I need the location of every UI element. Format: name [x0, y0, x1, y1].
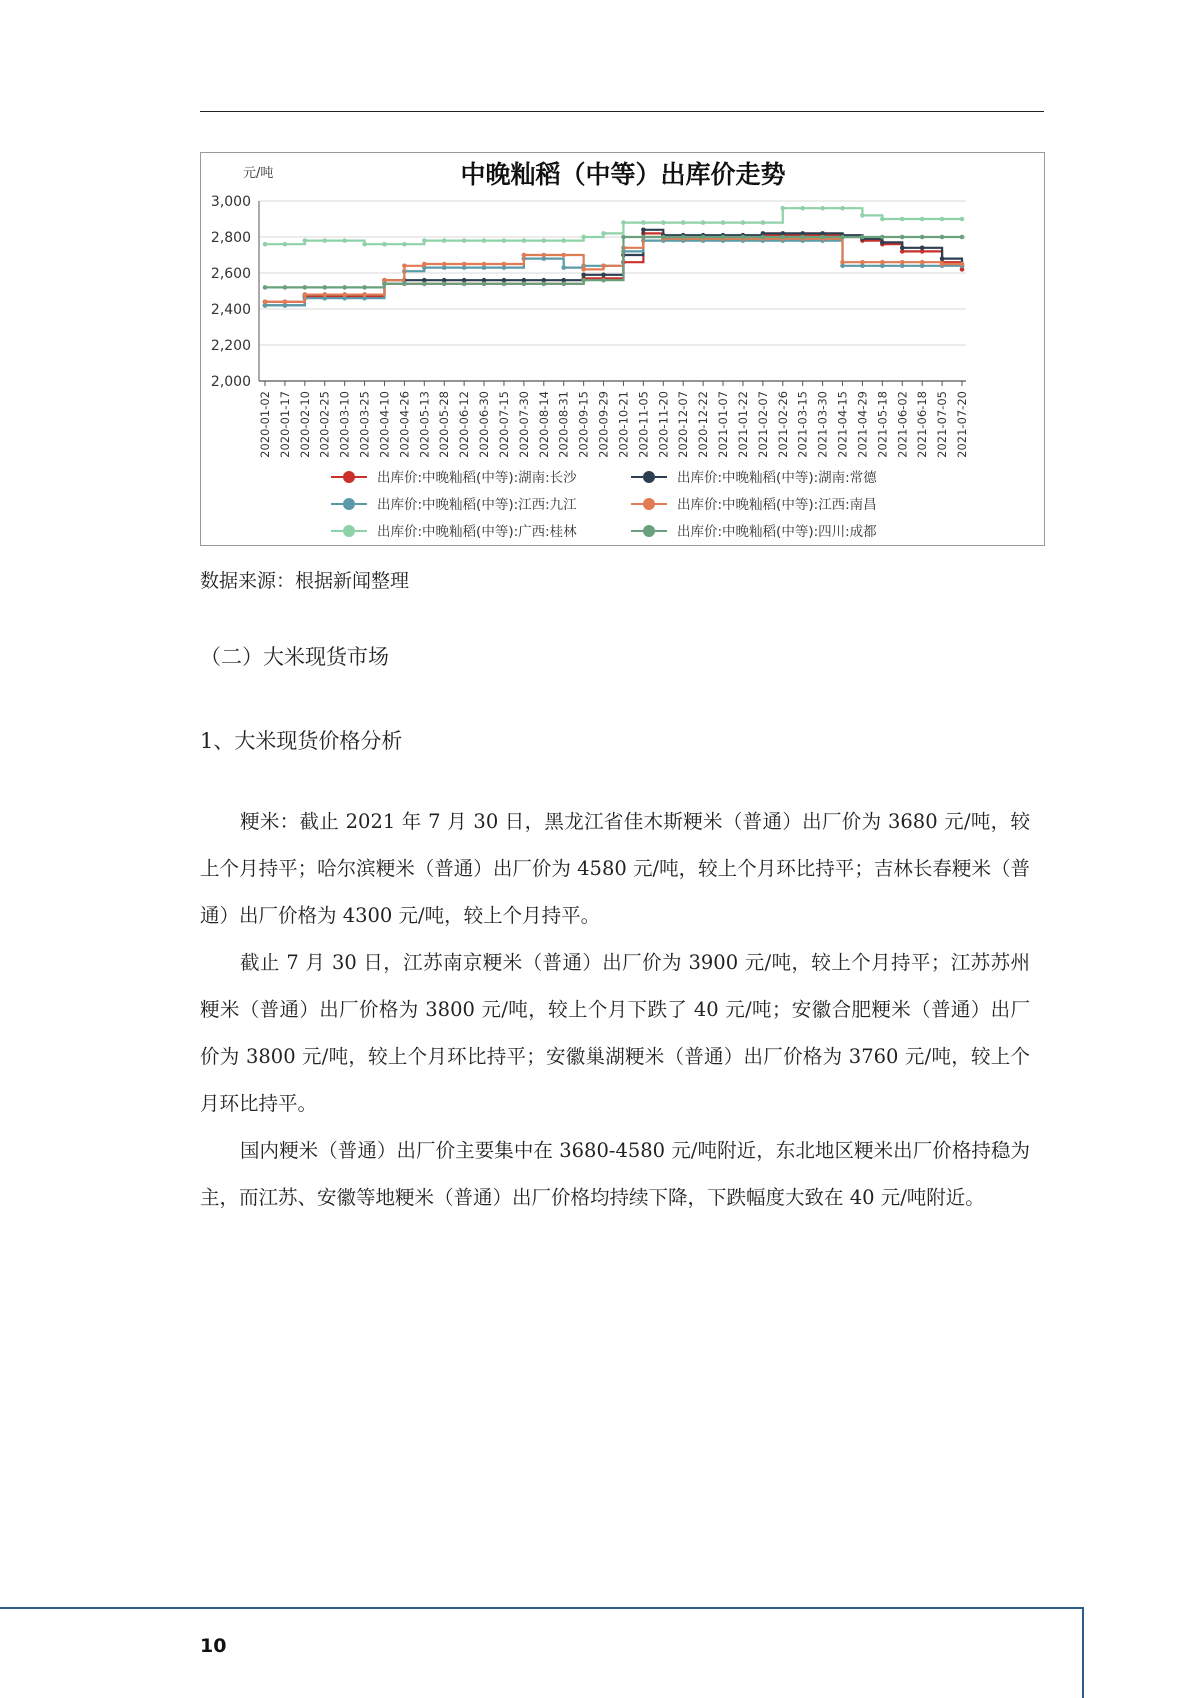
series-point: [442, 238, 447, 243]
series-point: [561, 238, 566, 243]
series-point: [880, 235, 885, 240]
series-point: [840, 260, 845, 265]
series-point: [701, 220, 706, 225]
series-point: [721, 220, 726, 225]
chart-svg: [201, 153, 1046, 547]
legend-label: 出库价:中晚籼稻(中等):湖南:常德: [677, 470, 877, 486]
series-point: [780, 235, 785, 240]
x-tick-label: 2020-05-28: [437, 391, 452, 458]
series-point: [900, 246, 905, 251]
x-tick-label: 2020-02-25: [317, 391, 332, 458]
series-point: [362, 285, 367, 290]
series-point: [741, 220, 746, 225]
y-axis-unit: 元/吨: [243, 166, 274, 181]
series-lines: [263, 206, 965, 308]
legend-marker: [643, 525, 655, 537]
series-point: [502, 282, 507, 287]
x-tick-label: 2020-09-29: [596, 391, 611, 458]
series-point: [621, 235, 626, 240]
series-point: [940, 235, 945, 240]
y-tick-label: 2,000: [210, 374, 251, 390]
series-point: [920, 260, 925, 265]
series-point: [940, 256, 945, 261]
paragraph: 国内粳米（普通）出厂价主要集中在 3680-4580 元/吨附近，东北地区粳米出厂价格持稳为主，而江苏、安徽等地粳米（普通）出厂价格均持续下降，下跌幅度大致在 40 元/吨附近。: [200, 1139, 1030, 1209]
series-point: [721, 235, 726, 240]
series-point: [263, 242, 268, 247]
series-point: [800, 206, 805, 211]
series-point: [920, 235, 925, 240]
series-point: [522, 238, 527, 243]
legend-marker: [643, 498, 655, 510]
x-tick-label: 2021-04-15: [835, 391, 850, 458]
series-point: [482, 262, 487, 267]
x-tick-label: 2020-06-30: [477, 391, 492, 458]
series-point: [263, 285, 268, 290]
series-point: [442, 262, 447, 267]
series-point: [820, 206, 825, 211]
y-tick-label: 2,600: [210, 266, 251, 282]
x-tick-label: 2020-01-17: [277, 391, 292, 458]
series-point: [542, 253, 547, 258]
series-point: [422, 282, 427, 287]
x-tick-label: 2021-01-07: [716, 391, 731, 458]
x-tick-label: 2020-09-15: [576, 391, 591, 458]
series-point: [661, 235, 666, 240]
series-point: [322, 238, 327, 243]
series-point: [561, 265, 566, 270]
page-number: 10: [200, 1635, 227, 1657]
series-point: [283, 300, 288, 305]
footer-rule: [0, 1607, 1084, 1609]
series-point: [960, 235, 965, 240]
x-tick-label: 2021-02-07: [755, 391, 770, 458]
x-tick-label: 2021-06-02: [895, 391, 910, 458]
header-rule: [200, 111, 1044, 112]
series-point: [800, 235, 805, 240]
y-tick-label: 3,000: [210, 194, 251, 210]
series-point: [522, 282, 527, 287]
series-point: [382, 242, 387, 247]
series-point: [880, 260, 885, 265]
x-axis-ticks: [258, 381, 969, 458]
series-point: [362, 292, 367, 297]
series-point: [303, 285, 308, 290]
series-point: [482, 238, 487, 243]
x-tick-label: 2021-03-15: [795, 391, 810, 458]
x-tick-label: 2020-05-13: [417, 391, 432, 458]
series-point: [601, 278, 606, 283]
series-point: [701, 235, 706, 240]
legend-marker: [343, 498, 355, 510]
series-point: [561, 282, 566, 287]
x-tick-label: 2021-07-20: [955, 391, 969, 458]
series-point: [601, 231, 606, 236]
legend-marker: [343, 525, 355, 537]
series-point: [502, 262, 507, 267]
series-point: [581, 267, 586, 272]
series-point: [920, 246, 925, 251]
series-point: [342, 285, 347, 290]
body-text: [200, 798, 1030, 1221]
data-source-note: 数据来源：根据新闻整理: [200, 570, 410, 592]
series-point: [860, 213, 865, 218]
series-point: [482, 282, 487, 287]
series-point: [880, 240, 885, 245]
series-point: [960, 262, 965, 267]
series-point: [322, 292, 327, 297]
x-tick-label: 2021-02-26: [775, 391, 790, 458]
legend-marker: [643, 471, 655, 483]
legend-label: 出库价:中晚籼稻(中等):湖南:长沙: [377, 470, 577, 486]
x-tick-label: 2020-01-02: [258, 391, 272, 458]
series-point: [741, 235, 746, 240]
series-point: [840, 206, 845, 211]
legend: [331, 469, 877, 540]
chart-title: 中晚籼稻（中等）出库价走势: [460, 160, 786, 189]
paragraph: 粳米：截止 2021 年 7 月 30 日，黑龙江省佳木斯粳米（普通）出厂价为 3680 元/吨，较上个月持平；哈尔滨粳米（普通）出厂价为 4580 元/吨，较上个月环比持平；吉林长春粳米（普通）出厂价格为 4300 元/吨，较上个月持平。: [200, 810, 1030, 927]
series-point: [462, 238, 467, 243]
series-point: [263, 300, 268, 305]
series-point: [681, 235, 686, 240]
price-trend-chart: [200, 152, 1045, 546]
series-point: [303, 238, 308, 243]
series-point: [880, 217, 885, 222]
x-tick-label: 2020-12-07: [676, 391, 691, 458]
series-point: [761, 220, 766, 225]
x-tick-label: 2020-08-14: [536, 391, 551, 458]
y-tick-label: 2,200: [210, 338, 251, 354]
series-point: [283, 285, 288, 290]
series-point: [522, 253, 527, 258]
section-heading: （二）大米现货市场: [200, 645, 389, 669]
series-point: [542, 238, 547, 243]
series-point: [641, 235, 646, 240]
series-point: [462, 282, 467, 287]
y-axis-ticks: [211, 194, 251, 390]
series-point: [761, 235, 766, 240]
sub-heading: 1、大米现货价格分析: [200, 729, 403, 753]
series-point: [502, 238, 507, 243]
x-tick-label: 2020-04-26: [397, 391, 412, 458]
grid-lines: [259, 201, 966, 381]
y-tick-label: 2,400: [210, 302, 251, 318]
series-point: [860, 260, 865, 265]
series-point: [960, 217, 965, 222]
series-point: [283, 242, 288, 247]
x-tick-label: 2021-05-18: [875, 391, 890, 458]
x-tick-label: 2021-04-29: [855, 391, 870, 458]
series-point: [382, 282, 387, 287]
x-tick-label: 2020-10-21: [616, 391, 631, 458]
x-tick-label: 2020-08-31: [556, 391, 571, 458]
footer-rule-vertical: [1082, 1607, 1084, 1698]
legend-label: 出库价:中晚籼稻(中等):广西:桂林: [377, 524, 577, 540]
series-point: [442, 282, 447, 287]
series-point: [322, 285, 327, 290]
series-point: [840, 235, 845, 240]
x-tick-label: 2021-03-30: [815, 391, 830, 458]
paragraph: 截止 7 月 30 日，江苏南京粳米（普通）出厂价为 3900 元/吨，较上个月持平；江苏苏州粳米（普通）出厂价格为 3800 元/吨，较上个月下跌了 40 元/吨；安徽合肥粳米（普通）出厂价为 3800 元/吨，较上个月环比持平；安徽巢湖粳米（普通）出厂价格为 3760 元/吨，较上个月环比持平。: [200, 951, 1030, 1115]
series-point: [581, 273, 586, 278]
series-line: [265, 208, 962, 244]
x-tick-label: 2020-11-05: [636, 391, 651, 458]
series-point: [920, 217, 925, 222]
x-tick-label: 2020-03-25: [357, 391, 372, 458]
series-point: [661, 220, 666, 225]
series-point: [621, 220, 626, 225]
series-point: [641, 228, 646, 233]
x-tick-label: 2020-07-15: [496, 391, 511, 458]
series-point: [940, 217, 945, 222]
series-point: [900, 235, 905, 240]
x-tick-label: 2020-02-10: [297, 391, 312, 458]
x-tick-label: 2021-07-05: [935, 391, 950, 458]
x-tick-label: 2020-12-22: [696, 390, 711, 458]
series-point: [342, 238, 347, 243]
x-tick-label: 2020-06-12: [457, 391, 472, 458]
x-tick-label: 2021-01-22: [735, 391, 750, 458]
x-tick-label: 2020-03-10: [337, 391, 352, 458]
series-point: [303, 292, 308, 297]
legend-label: 出库价:中晚籼稻(中等):江西:九江: [377, 497, 577, 513]
series-point: [402, 242, 407, 247]
x-tick-label: 2020-07-30: [516, 391, 531, 458]
series-point: [342, 292, 347, 297]
series-point: [402, 264, 407, 269]
series-point: [601, 273, 606, 278]
y-tick-label: 2,800: [210, 230, 251, 246]
series-point: [581, 235, 586, 240]
x-tick-label: 2020-04-10: [377, 391, 392, 458]
series-point: [900, 260, 905, 265]
series-point: [780, 206, 785, 211]
x-tick-label: 2021-06-18: [915, 391, 930, 458]
x-tick-label: 2020-11-20: [656, 391, 671, 458]
series-point: [681, 220, 686, 225]
series-point: [581, 278, 586, 283]
series-point: [362, 242, 367, 247]
series-point: [542, 282, 547, 287]
series-point: [402, 282, 407, 287]
series-point: [940, 262, 945, 267]
legend-label: 出库价:中晚籼稻(中等):江西:南昌: [677, 497, 877, 513]
series-point: [641, 220, 646, 225]
series-point: [422, 262, 427, 267]
series-point: [561, 253, 566, 258]
series-point: [601, 264, 606, 269]
series-point: [820, 235, 825, 240]
series-point: [900, 217, 905, 222]
legend-label: 出库价:中晚籼稻(中等):四川:成都: [677, 524, 877, 540]
series-point: [462, 262, 467, 267]
series-line: [265, 237, 962, 302]
legend-marker: [343, 471, 355, 483]
series-point: [860, 235, 865, 240]
series-point: [422, 238, 427, 243]
